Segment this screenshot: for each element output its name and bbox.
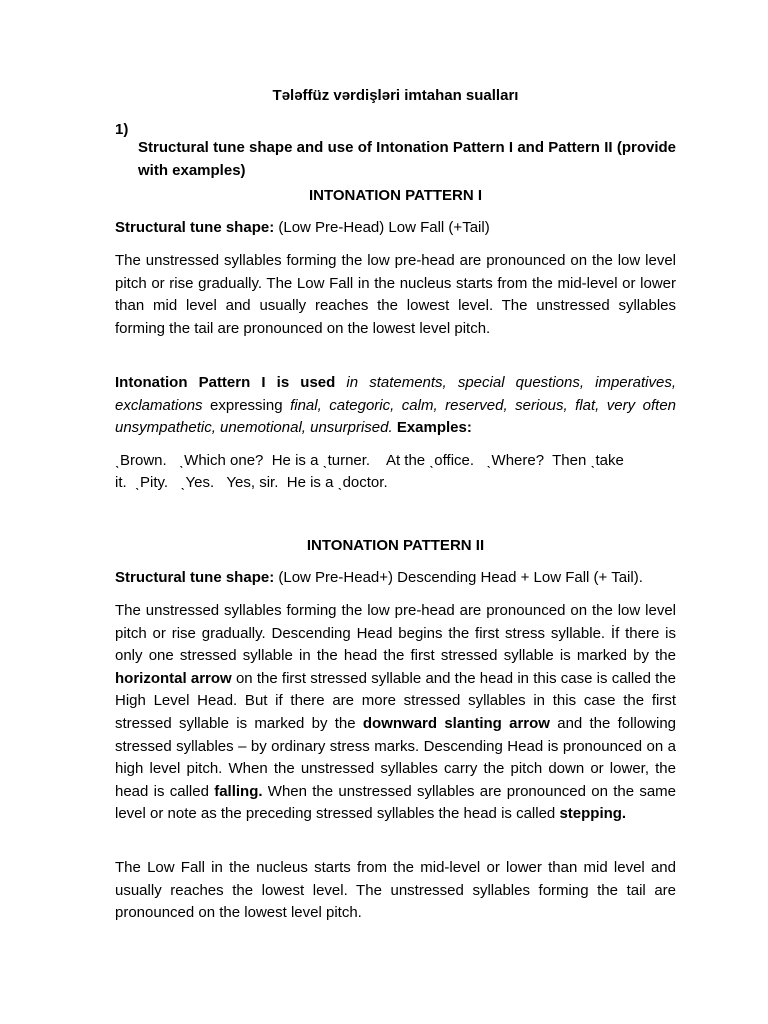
pattern2-horizontal-arrow: horizontal arrow [115, 669, 232, 687]
pattern2-downward-arrow: downward slanting arrow [362, 714, 550, 732]
pattern2-description [115, 600, 676, 826]
pattern2-tune-label: Structural tune shape: [115, 569, 275, 586]
pattern1-use-expressing: expressing [202, 396, 291, 414]
pattern1-examples-line1: ˎBrown. ˎWhich one? He is a ˎturner. At the ˎoffice. ˎWhere? Then ˎtake [115, 452, 624, 469]
page-title: Tələffüz vərdişləri imtahan sualları [272, 87, 519, 104]
pattern1-tune-label: Structural tune shape: [115, 219, 275, 236]
pattern2-text-e: and the following stressed syllables – by ordinary stress marks. Descending Head is pronounced on a high level pitch. When the unstressed syllables carry the pitch down or lower, the head is called [115, 714, 677, 800]
question-number: 1) [115, 121, 129, 138]
question-text: Structural tune shape and use of Intonation Pattern I and Pattern II (provide with examples) [138, 139, 676, 179]
pattern2-heading: INTONATION PATTERN II [306, 537, 485, 554]
pattern1-use-contexts: in statements, special questions, imperatives, exclamations [115, 374, 676, 414]
pattern2-text-g: When the unstressed syllables are pronounced on the same level or note as the preceding stressed syllables the head is called [115, 782, 676, 823]
pattern2-stepping: stepping. [559, 805, 627, 823]
pattern2-nucleus-description: The Low Fall in the nucleus starts from the mid-level or lower than mid level and usually reaches the lowest level. The unstressed syllables forming the tail are pronounced on the lowest level pitch. [115, 859, 676, 922]
pattern2-text-c: on the first stressed syllable and the head in this case is called the High Level Head. But if there are more stressed syllables in this case the first stressed syllable is marked by the [115, 669, 676, 732]
pattern1-description: The unstressed syllables forming the low pre-head are pronounced on the low level pitch or rise gradually. The Low Fall in the nucleus starts from the mid-level or lower than mid level and usually reaches the lowest level. The unstressed syllables forming the tail are pronounced on the lowest level pitch. [115, 252, 676, 337]
pattern2-tune-shape [115, 569, 676, 586]
pattern1-usage [115, 372, 676, 440]
pattern1-use-lead: Intonation Pattern I is used [115, 374, 336, 391]
pattern2-tune-value: (Low Pre-Head+) Descending Head + Low Fall (+ Tail). [278, 569, 643, 586]
pattern1-heading: INTONATION PATTERN I [308, 187, 483, 204]
pattern2-falling: falling. [214, 782, 263, 800]
pattern1-tune-value: (Low Pre-Head) Low Fall (+Tail) [278, 219, 490, 236]
pattern1-examples-line2: it. ˎPity. ˎYes. Yes, sir. He is a ˎdoctor. [115, 474, 388, 491]
pattern1-tune-shape [115, 219, 676, 236]
pattern2-text-a: The unstressed syllables forming the low pre-head are pronounced on the low level pitch or rise gradually. Descending Head begins the first stress syllable. İf there is only one stressed syllable in the head the first stressed syllable is marked by the [115, 602, 676, 665]
pattern1-examples-label: Examples: [392, 419, 472, 437]
pattern1-use-attitudes: final, categoric, calm, reserved, serious, flat, very often unsympathetic, unemotional, unsurprised. [115, 396, 677, 437]
